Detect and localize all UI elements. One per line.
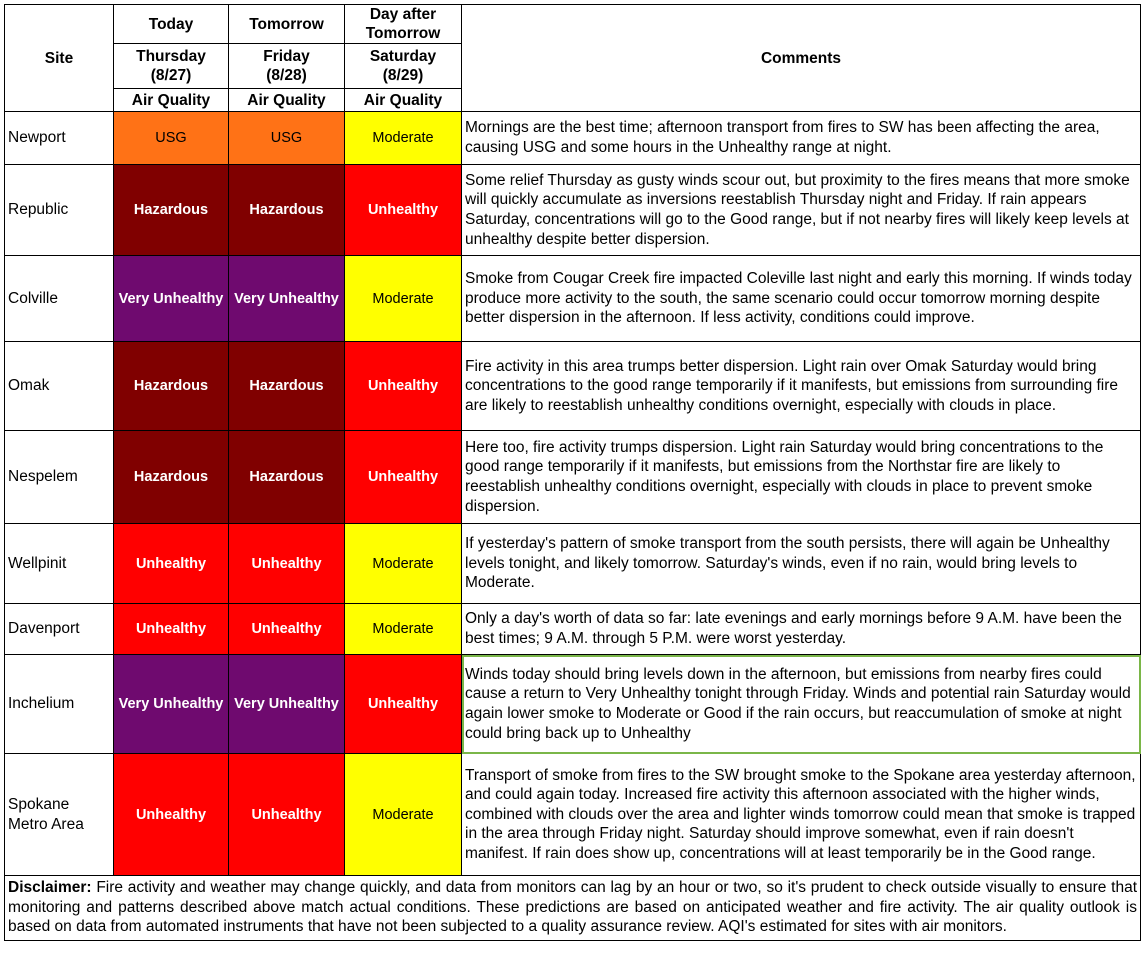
table-row bbox=[5, 655, 1141, 754]
aq-friday: Very Unhealthy bbox=[229, 655, 345, 754]
aq-thursday: Hazardous bbox=[114, 342, 229, 431]
aq-friday: Hazardous bbox=[229, 431, 345, 524]
tomorrow-header: Tomorrow bbox=[229, 5, 345, 44]
air-quality-subheader: Air Quality bbox=[345, 89, 462, 112]
site-name: Republic bbox=[5, 165, 114, 256]
site-name: Inchelium bbox=[5, 655, 114, 754]
aq-thursday: Unhealthy bbox=[114, 754, 229, 876]
site-name: Newport bbox=[5, 112, 114, 165]
aq-saturday: Unhealthy bbox=[345, 431, 462, 524]
table-row bbox=[5, 754, 1141, 876]
air-quality-subheader: Air Quality bbox=[229, 89, 345, 112]
air-quality-subheader: Air Quality bbox=[114, 89, 229, 112]
aq-saturday: Moderate bbox=[345, 604, 462, 655]
aq-thursday: USG bbox=[114, 112, 229, 165]
comment-cell[interactable]: Here too, fire activity trumps dispersion. Light rain Saturday would bring concentrations to the good range temporarily if it manifests, but emissions from the Northstar fire are likely to reestablish unhealthy conditions overnight, especially with clouds in place to prevent smoke dispersion. bbox=[462, 431, 1141, 524]
table-row bbox=[5, 112, 1141, 165]
selected-comment-cell[interactable]: Winds today should bring levels down in the afternoon, but emissions from nearby fires could cause a return to Very Unhealthy tonight through Friday. Winds and potential rain Saturday would again lower smoke to Moderate or Good if the rain occurs, but reaccumulation of smoke at night could bring back up to Unhealthy bbox=[462, 655, 1141, 754]
disclaimer-text: Fire activity and weather may change quickly, and data from monitors can lag by an hour or two, so it's prudent to check outside visually to ensure that monitoring and patterns described above match actual conditions. These predictions are based on anticipated weather and fire activity. The air quality outlook is based on data from automated instruments that have not been subjected to a quality assurance review. AQI's estimated for sites with air monitors. bbox=[8, 879, 1137, 936]
day-date: (8/27) bbox=[150, 67, 192, 84]
table-row bbox=[5, 342, 1141, 431]
aq-saturday: Moderate bbox=[345, 524, 462, 604]
aq-thursday: Very Unhealthy bbox=[114, 256, 229, 342]
site-name: Davenport bbox=[5, 604, 114, 655]
site-name: Wellpinit bbox=[5, 524, 114, 604]
table-row bbox=[5, 524, 1141, 604]
thursday-header bbox=[114, 44, 229, 89]
aq-thursday: Very Unhealthy bbox=[114, 655, 229, 754]
day-after-tomorrow-header: Day after Tomorrow bbox=[345, 5, 462, 44]
aq-saturday: Unhealthy bbox=[345, 165, 462, 256]
disclaimer bbox=[5, 876, 1141, 941]
aq-friday: Hazardous bbox=[229, 342, 345, 431]
saturday-header bbox=[345, 44, 462, 89]
site-name: Nespelem bbox=[5, 431, 114, 524]
comment-cell[interactable]: Smoke from Cougar Creek fire impacted Coleville last night and early this morning. If winds today produce more activity to the south, the same scenario could occur tomorrow morning despite better dispersion in the afternoon. If less activity, conditions could improve. bbox=[462, 256, 1141, 342]
aq-friday: Hazardous bbox=[229, 165, 345, 256]
disclaimer-label: Disclaimer: bbox=[8, 879, 92, 896]
day-date: (8/29) bbox=[382, 67, 424, 84]
air-quality-forecast bbox=[4, 4, 1142, 971]
aq-friday: Very Unhealthy bbox=[229, 256, 345, 342]
comment-cell[interactable]: Transport of smoke from fires to the SW brought smoke to the Spokane area yesterday afternoon, and could again today. Increased fire activity this afternoon associated with the higher winds, combined with clouds over the area and lighter winds tomorrow could mean that smoke is trapped in the area through Friday night. Saturday should improve somewhat, even if rain doesn't manifest. If rain does show up, concentrations will at least temporarily be in the Good range. bbox=[462, 754, 1141, 876]
disclaimer-row bbox=[5, 876, 1141, 941]
aq-friday: USG bbox=[229, 112, 345, 165]
comment-cell[interactable]: Some relief Thursday as gusty winds scour out, but proximity to the fires means that more smoke will quickly accumulate as inversions reestablish Thursday night and Friday. If rain appears Saturday, concentrations will go to the Good range, but if not nearby fires will likely keep levels at unhealthy despite better dispersion. bbox=[462, 165, 1141, 256]
comment-cell[interactable]: Mornings are the best time; afternoon transport from fires to SW has been affecting the area, causing USG and some hours in the Unhealthy range at night. bbox=[462, 112, 1141, 165]
aq-friday: Unhealthy bbox=[229, 604, 345, 655]
comment-cell[interactable]: If yesterday's pattern of smoke transport from the south persists, there will again be Unhealthy levels tonight, and likely tomorrow. Saturday's winds, even if no rain, would bring levels to Moderate. bbox=[462, 524, 1141, 604]
aq-thursday: Unhealthy bbox=[114, 604, 229, 655]
table-row bbox=[5, 165, 1141, 256]
today-header: Today bbox=[114, 5, 229, 44]
aq-thursday: Hazardous bbox=[114, 165, 229, 256]
day-date: (8/28) bbox=[266, 67, 307, 84]
site-name: Spokane Metro Area bbox=[5, 754, 114, 876]
comment-cell[interactable]: Fire activity in this area trumps better dispersion. Light rain over Omak Saturday would bring concentrations to the good range temporarily if it manifests, but emissions from surrounding fire are likely to reestablish unhealthy conditions overnight, especially with clouds in place. bbox=[462, 342, 1141, 431]
table-row bbox=[5, 256, 1141, 342]
aq-saturday: Unhealthy bbox=[345, 655, 462, 754]
aq-thursday: Hazardous bbox=[114, 431, 229, 524]
aq-saturday: Unhealthy bbox=[345, 342, 462, 431]
day-name: Friday bbox=[263, 48, 310, 65]
day-name: Saturday bbox=[369, 48, 437, 65]
table-row bbox=[5, 604, 1141, 655]
friday-header bbox=[229, 44, 345, 89]
aq-thursday: Unhealthy bbox=[114, 524, 229, 604]
aq-saturday: Moderate bbox=[345, 256, 462, 342]
site-name: Omak bbox=[5, 342, 114, 431]
aq-saturday: Moderate bbox=[345, 112, 462, 165]
comments-header: Comments bbox=[462, 5, 1141, 112]
aq-friday: Unhealthy bbox=[229, 524, 345, 604]
aq-friday: Unhealthy bbox=[229, 754, 345, 876]
comment-cell[interactable]: Only a day's worth of data so far: late evenings and early mornings before 9 A.M. have been the best times; 9 A.M. through 5 P.M. were worst yesterday. bbox=[462, 604, 1141, 655]
site-header: Site bbox=[5, 5, 114, 112]
day-name: Thursday bbox=[136, 48, 206, 65]
aq-saturday: Moderate bbox=[345, 754, 462, 876]
table-row bbox=[5, 431, 1141, 524]
forecast-table bbox=[4, 4, 1141, 941]
site-name: Colville bbox=[5, 256, 114, 342]
